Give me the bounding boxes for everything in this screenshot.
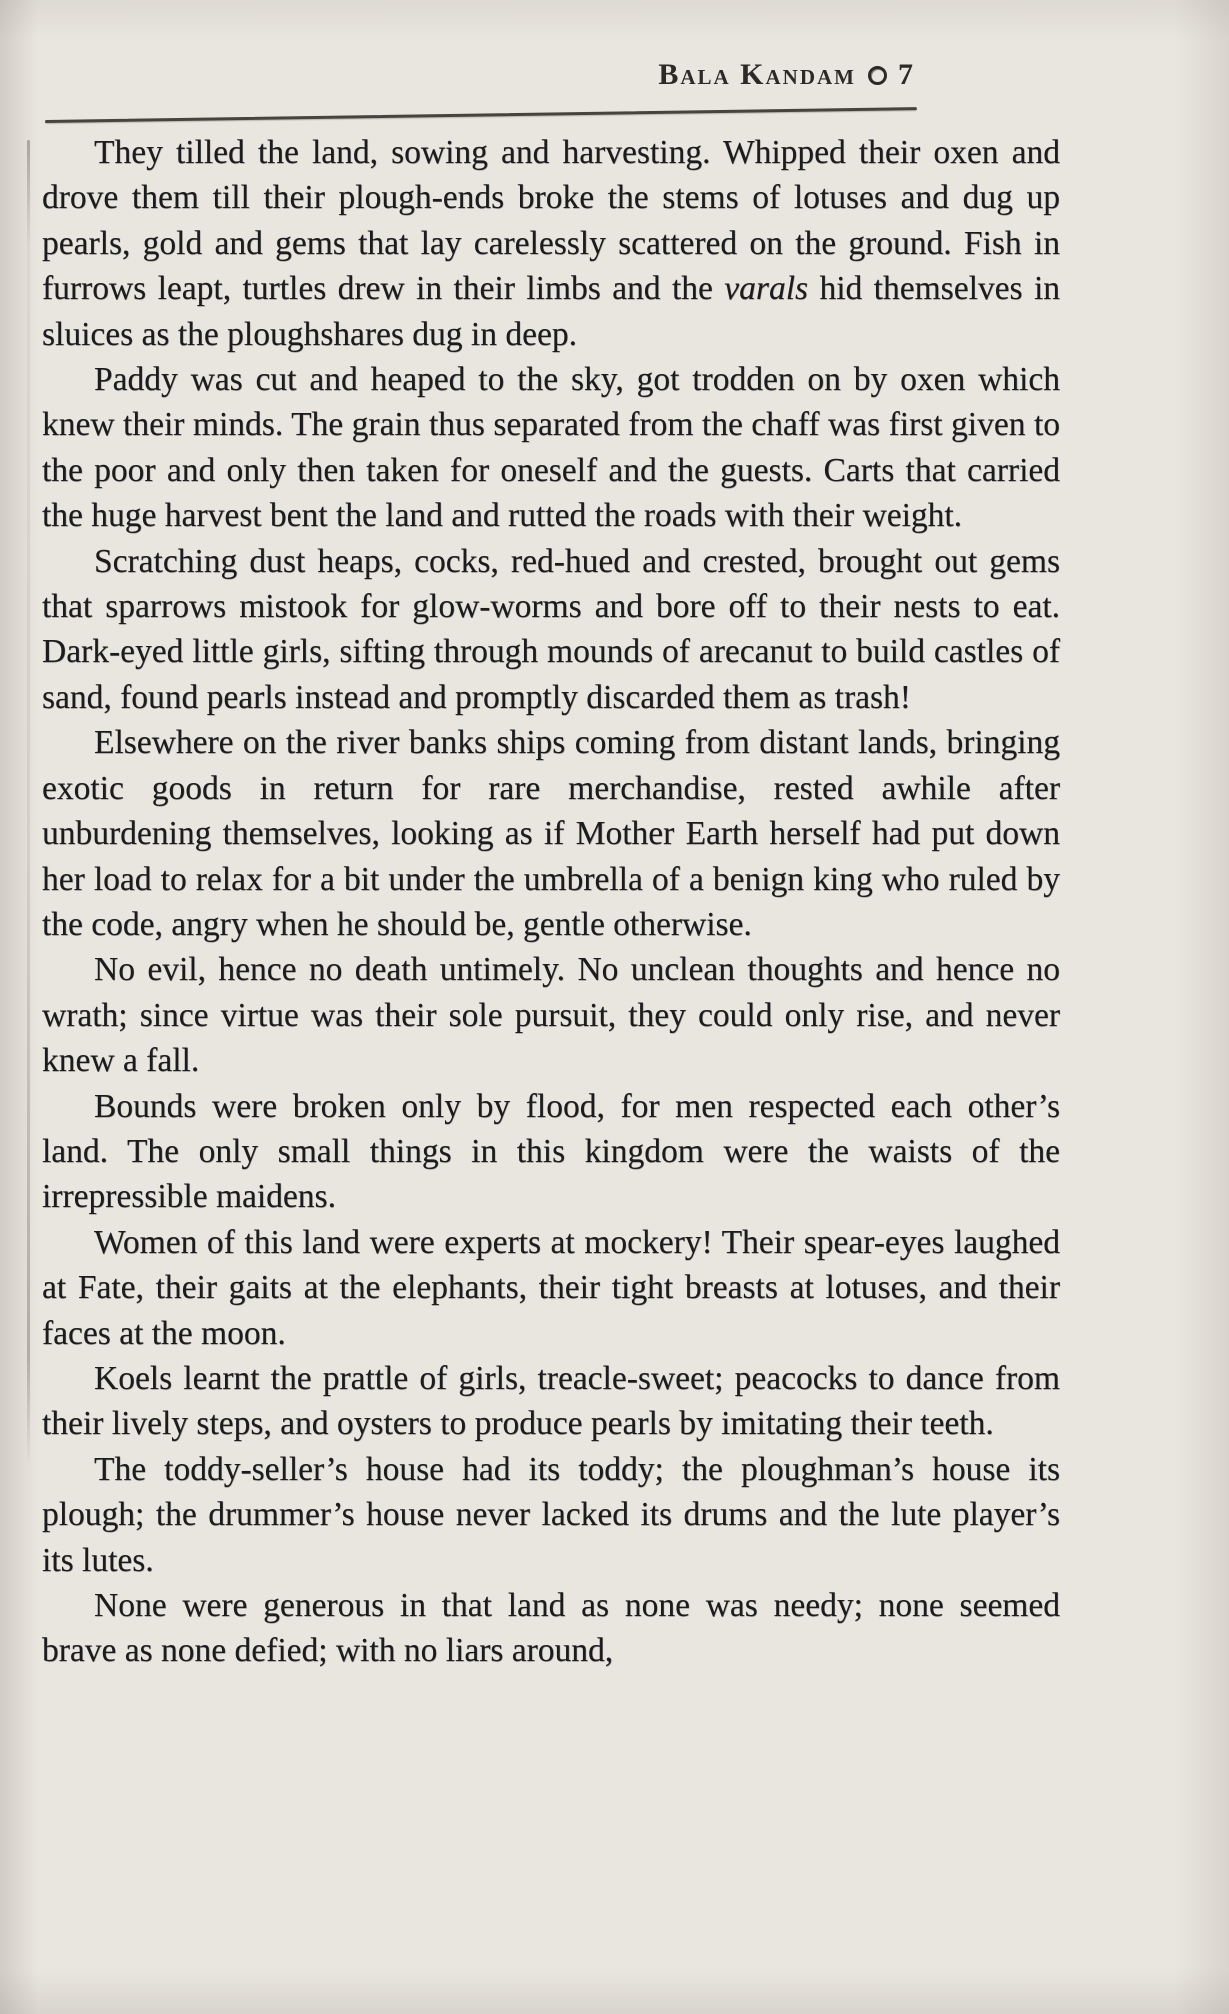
body-text: hid themselves in sluices as the ploughshares dug in deep. xyxy=(42,270,1061,353)
header-rule xyxy=(45,107,917,123)
paragraph xyxy=(42,1583,1060,1674)
paragraph xyxy=(42,1084,1060,1220)
circle-ornament-icon xyxy=(868,66,887,85)
paragraph xyxy=(42,130,1060,357)
paragraph xyxy=(42,357,1060,539)
paragraph xyxy=(42,539,1060,721)
page-number: 7 xyxy=(898,58,915,91)
paragraph xyxy=(42,1447,1060,1583)
body-text: Women of this land were experts at mockery! Their spear-eyes laughed at Fate, their gaits at the elephants, their tight breasts at lotuses, and their faces at the moon. xyxy=(42,1223,1060,1352)
body-text: None were generous in that land as none was needy; none seemed brave as none defied; with no liars around, xyxy=(42,1587,1060,1670)
paragraph xyxy=(42,720,1060,947)
italic-text: varals xyxy=(724,270,809,308)
page-gutter-shadow xyxy=(27,140,30,1460)
text-block xyxy=(42,130,1060,1674)
body-text: No evil, hence no death untimely. No unclean thoughts and hence no wrath; since virtue was their sole pursuit, they could only rise, and never knew a fall. xyxy=(42,951,1060,1080)
running-head-title: Bala Kandam xyxy=(658,58,856,91)
paragraph xyxy=(42,1356,1060,1447)
body-text: The toddy-seller’s house had its toddy; the ploughman’s house its plough; the drummer’s house never lacked its drums and the lute player’s its lutes. xyxy=(42,1450,1060,1579)
body-text: Koels learnt the prattle of girls, treacle-sweet; peacocks to dance from their lively steps, and oysters to produce pearls by imitating their teeth. xyxy=(42,1359,1060,1443)
paragraph xyxy=(42,947,1060,1083)
running-head xyxy=(45,58,915,92)
body-text: Bounds were broken only by flood, for men respected each other’s land. The only small things in this kingdom were the waists of the irrepressible maidens. xyxy=(42,1087,1060,1216)
body-text: They tilled the land, sowing and harvesting. Whipped their oxen and drove them till their plough-ends broke the stems of lotuses and dug up pearls, gold and gems that lay carelessly scattered on the ground. Fish in furrows leapt, turtles drew in their limbs and the xyxy=(42,134,1060,308)
body-text: Scratching dust heaps, cocks, red-hued and crested, brought out gems that sparrows mistook for glow-worms and bore off to their nests to eat. Dark-eyed little girls, sifting through mounds of arecanut to build castles of sand, found pearls instead and promptly discarded them as trash! xyxy=(42,542,1060,716)
body-text: Paddy was cut and heaped to the sky, got trodden on by oxen which knew their minds. The grain thus separated from the chaff was first given to the poor and only then taken for oneself and the guests. Carts that carried the huge harvest bent the land and rutted the roads with their weight. xyxy=(42,361,1060,535)
body-text: Elsewhere on the river banks ships coming from distant lands, bringing exotic goods in return for rare merchandise, rested awhile after unburdening themselves, looking as if Mother Earth herself had put down her load to relax for a bit under the umbrella of a benign king who ruled by the code, angry when he should be, gentle otherwise. xyxy=(42,724,1060,943)
paragraph xyxy=(42,1220,1060,1356)
